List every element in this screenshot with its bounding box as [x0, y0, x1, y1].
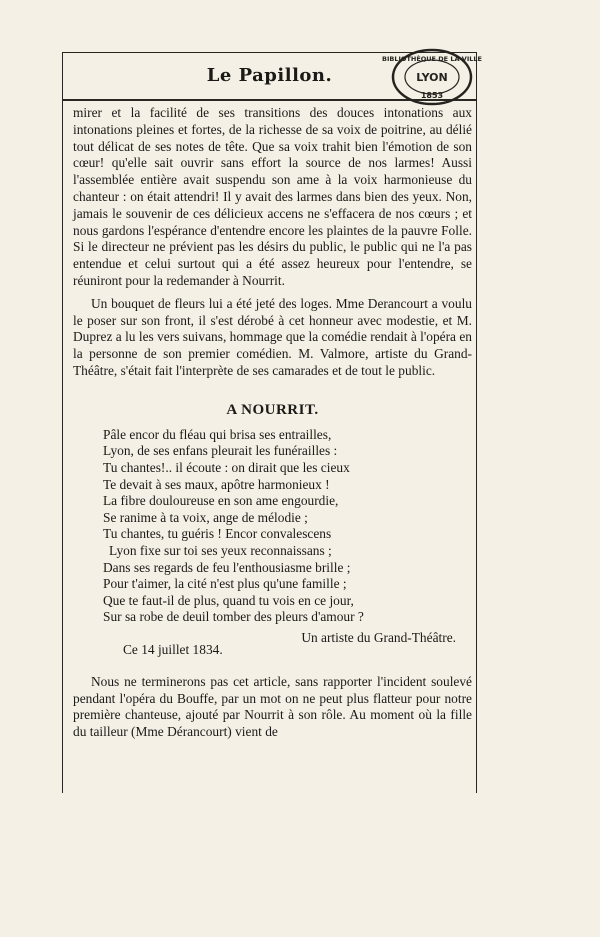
poem-line: Lyon fixe sur toi ses yeux reconnaissans ; [109, 542, 332, 558]
poem-line: Pâle encor du fléau qui brisa ses entrailles, [103, 426, 332, 442]
poem-line: Que te faut-il de plus, quand tu vois en ce jour, [103, 592, 354, 608]
stamp-center-text: LYON [416, 71, 448, 84]
poem-line: Sur sa robe de deuil tomber des pleurs d'amour ? [103, 609, 364, 625]
journal-page [62, 52, 482, 793]
stamp-ring-text: BIBLIOTHÈQUE DE LA VILLE [382, 55, 482, 63]
page-header [63, 53, 482, 101]
poem-title: A NOURRIT. [226, 401, 319, 418]
poem-line: Te devait à ses maux, apôtre harmonieux ! [103, 476, 330, 492]
poem-line: Tu chantes!.. il écoute : on dirait que les cieux [103, 459, 350, 475]
poem-line: Pour t'aimer, la cité n'est plus qu'une famille ; [103, 576, 347, 592]
poem-line: Lyon, de ses enfans pleurait les funérailles : [103, 443, 338, 459]
poem [103, 427, 472, 626]
article-paragraph: mirer et la facilité de ses transitions des douces intonations aux intonations pleines et fortes, de la richesse de sa voix de poitrine, au délié tout délicat de ses notes de tête. Que sa voix trahit bien l'émotion de son cœur! qu'elle sait ouvrir sans effort la source de nos larmes! Aussi l'assemblée entière avait suspendu son ame à la voix harmonieuse du chanteur : on était attendri! Il y avait des larmes dans bien des yeux. Non, jamais le souvenir de ces délicieux accens ne s'effacera de nos cœurs ; et nous gardons l'espérance d'entendre encore les plaintes de la pauvre Folle. Si le directeur ne prévient pas les désirs du public, le public qui ne l'a pas entendue et celui surtout qui a été assez heureux pour l'entendre, se réuniront pour la redemander à Nourrit. [73, 105, 472, 288]
poem-dateline: Ce 14 juillet 1834. [123, 641, 223, 657]
library-stamp-icon [382, 47, 482, 107]
poem-line: Se ranime à ta voix, ange de mélodie ; [103, 509, 308, 525]
page-content [73, 105, 472, 741]
stamp-year: 1853 [420, 91, 444, 100]
poem-line: Tu chantes, tu guéris ! Encor convalescens [103, 526, 332, 542]
poem-line: Dans ses regards de feu l'enthousiasme brille ; [103, 559, 351, 575]
closing-paragraph: Nous ne terminerons pas cet article, sans rapporter l'incident soulevé pendant l'opéra du Bouffe, par un mot on ne peut plus flatteur pour notre première chanteuse, ajouté par Nourrit à son rôle. Au moment où la fille du tailleur (Mme Dérancourt) vient de [73, 673, 472, 740]
poem-signature: Un artiste du Grand-Théâtre. [301, 629, 456, 645]
masthead-title: Le Papillon. [206, 65, 333, 86]
article-paragraph: Un bouquet de fleurs lui a été jeté des loges. Mme Derancourt a voulu le poser sur son front, il s'est dérobé à cet honneur avec modestie, et M. Duprez a lu les vers suivans, hommage que la comédie rendait à l'opéra en la personne de son premier comédien. M. Valmore, artiste du Grand-Théâtre, s'était fait l'interprète de ses camarades et de tout le public. [73, 295, 472, 378]
poem-line: La fibre douloureuse en son ame engourdie, [103, 493, 339, 509]
